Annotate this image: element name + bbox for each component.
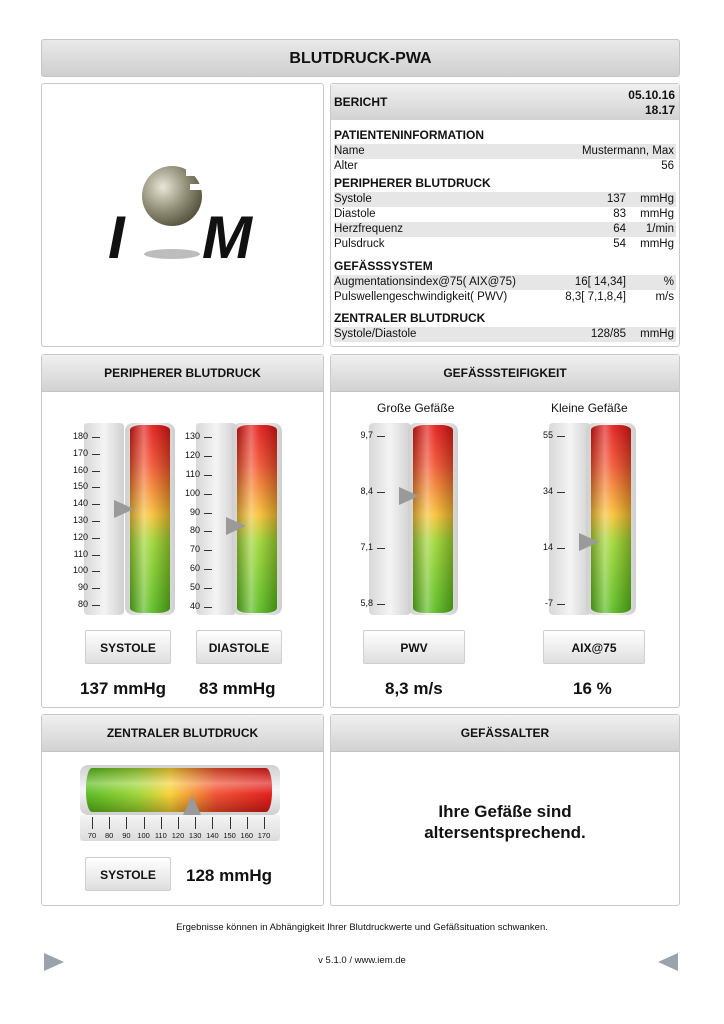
tick-label: 160 [72, 464, 88, 475]
row-value: 54 [613, 238, 626, 250]
tick-mark [92, 504, 100, 505]
tick-label: 140 [206, 831, 219, 840]
row-label: Systole/Diastole [334, 328, 417, 340]
tick-mark [377, 436, 385, 437]
tick-label: 120 [171, 831, 185, 840]
central-header: ZENTRALER BLUTDRUCK [334, 311, 486, 325]
tick-mark [204, 475, 212, 476]
tick-label: 90 [189, 506, 200, 517]
tick-mark [204, 550, 212, 551]
central-reading: 128 mmHg [186, 866, 272, 885]
tick-label: 180 [72, 431, 88, 441]
tick-mark [92, 555, 100, 556]
tick-mark [92, 571, 100, 572]
tick-mark [204, 494, 212, 495]
central-panel-title: ZENTRALER BLUTDRUCK [42, 715, 323, 752]
row-label: Alter [334, 160, 358, 172]
vascular-age-message [331, 801, 679, 843]
tick-mark [92, 437, 100, 438]
tick-mark [92, 487, 100, 488]
tick-mark [204, 588, 212, 589]
tick-label: 80 [105, 831, 114, 840]
tick-label: -7 [544, 598, 553, 608]
stiffness-panel [330, 354, 680, 708]
row-value: 128/85 [590, 328, 626, 340]
tick-mark [92, 817, 93, 829]
tick-mark [377, 492, 385, 493]
central-pointer [183, 795, 201, 815]
peripheral-panel-title: PERIPHERER BLUTDRUCK [42, 355, 323, 392]
tick-label: 130 [72, 515, 88, 525]
tick-label: 90 [77, 582, 88, 593]
tick-mark [204, 513, 212, 514]
row-unit: mmHg [640, 238, 674, 250]
tick-label: 80 [77, 599, 88, 609]
tick-label: 140 [72, 498, 88, 509]
tick-mark [204, 437, 212, 438]
row-label: Pulswellengeschwindigkeit( PWV) [334, 291, 508, 303]
tick-mark [126, 817, 127, 829]
row-label: Systole [334, 193, 372, 205]
tick-label: 110 [185, 468, 200, 479]
tick-label: 50 [189, 582, 200, 593]
title-bar [41, 39, 680, 77]
tick-mark [92, 538, 100, 539]
diastole-pointer [226, 517, 246, 535]
vascular-age-title: GEFÄSSALTER [331, 715, 679, 752]
row-value: 137 [606, 193, 626, 205]
report-date: 05.10.16 [628, 88, 675, 102]
tick-label: 150 [72, 481, 88, 492]
row-unit: mmHg [640, 328, 674, 340]
systole-tube [130, 425, 170, 613]
tick-mark [92, 605, 100, 606]
central-tube [86, 768, 272, 812]
tick-label: 120 [184, 449, 200, 460]
small-vessels-caption: Kleine Gefäße [551, 401, 628, 415]
row-label: Pulsdruck [334, 238, 385, 250]
diastole-button[interactable]: DIASTOLE [196, 630, 282, 664]
vascular-header: GEFÄSSSYSTEM [334, 259, 433, 273]
tick-label: 100 [184, 487, 200, 498]
report-row [334, 275, 676, 290]
tick-label: 130 [188, 831, 202, 840]
aix-pointer [579, 533, 599, 551]
report-row [334, 290, 676, 305]
report-row [334, 207, 676, 222]
tick-mark [557, 548, 565, 549]
tick-label: 40 [189, 601, 200, 611]
tick-mark [247, 817, 248, 829]
central-panel [41, 714, 324, 906]
row-value: 64 [613, 223, 626, 235]
tick-label: 9,7 [360, 430, 373, 440]
report-row-age [334, 159, 676, 174]
systole-scale [84, 423, 124, 615]
report-row [334, 327, 676, 342]
diastole-reading: 83 mmHg [199, 679, 276, 698]
report-header [331, 84, 679, 120]
tick-label: 170 [257, 831, 271, 840]
tick-mark [144, 817, 145, 829]
patient-info-header: PATIENTENINFORMATION [334, 128, 484, 142]
tick-mark [212, 817, 213, 829]
tick-label: 130 [184, 431, 200, 441]
aix-scale [549, 423, 591, 615]
systole-pointer [114, 500, 134, 518]
row-label: Name [334, 145, 365, 157]
tick-label: 100 [137, 831, 150, 840]
pwv-reading: 8,3 m/s [385, 679, 443, 698]
message-line-1: Ihre Gefäße sind [438, 802, 572, 821]
aix-button[interactable]: AIX@75 [543, 630, 645, 664]
tick-mark [109, 817, 110, 829]
iem-logo [106, 154, 266, 284]
tick-label: 150 [223, 831, 236, 840]
large-vessels-caption: Große Gefäße [377, 401, 455, 415]
tick-label: 170 [72, 447, 88, 458]
footer-version: v 5.1.0 / www.iem.de [318, 955, 406, 966]
tick-mark [92, 471, 100, 472]
tick-mark [204, 569, 212, 570]
tick-mark [92, 454, 100, 455]
tick-label: 120 [72, 531, 88, 542]
report-label: BERICHT [334, 95, 388, 109]
tick-mark [195, 817, 196, 829]
report-row-name [334, 144, 676, 159]
report-time: 18.17 [644, 103, 675, 117]
row-label: Herzfrequenz [334, 223, 404, 235]
tick-label: 8,4 [360, 486, 373, 496]
tick-mark [557, 604, 565, 605]
systole-reading: 137 mmHg [80, 679, 166, 698]
report-row [334, 222, 676, 237]
row-value: 8,3[ 7,1,8,4] [565, 291, 626, 303]
stiffness-panel-title: GEFÄSSSTEIFIGKEIT [331, 355, 679, 392]
tick-mark [92, 588, 100, 589]
peripheral-header: PERIPHERER BLUTDRUCK [334, 176, 491, 190]
systole-button[interactable]: SYSTOLE [85, 630, 171, 664]
message-line-2: altersentsprechend. [424, 823, 586, 842]
tick-mark [204, 607, 212, 608]
tick-mark [377, 548, 385, 549]
row-unit: 1/min [645, 223, 674, 235]
report-panel [330, 83, 680, 347]
svg-text:M: M [202, 204, 252, 271]
tick-label: 55 [542, 430, 553, 440]
aix-reading: 16 % [573, 679, 612, 698]
row-value: 56 [661, 160, 674, 172]
logo-panel [41, 83, 324, 347]
central-systole-button[interactable]: SYSTOLE [85, 857, 171, 891]
row-unit: mmHg [640, 193, 674, 205]
tick-mark [204, 531, 212, 532]
next-page-arrow-icon[interactable] [658, 953, 678, 971]
tick-mark [204, 456, 212, 457]
pwv-button[interactable]: PWV [363, 630, 465, 664]
tick-mark [377, 604, 385, 605]
row-unit: m/s [655, 291, 674, 303]
tick-label: 80 [189, 525, 200, 536]
tick-mark [230, 817, 231, 829]
tick-label: 110 [154, 831, 167, 840]
tick-label: 70 [87, 831, 97, 840]
report-row [334, 237, 676, 252]
tick-label: 160 [240, 831, 254, 840]
row-label: Augmentationsindex@75( AIX@75) [334, 276, 516, 288]
vascular-age-panel [330, 714, 680, 906]
prev-page-arrow-icon[interactable] [44, 953, 64, 971]
tick-mark [161, 817, 162, 829]
pwv-pointer [399, 487, 419, 505]
footer-note: Ergebnisse können in Abhängigkeit Ihrer Blutdruckwerte und Gefäßsituation schwanken. [176, 922, 548, 933]
tick-label: 14 [542, 542, 553, 552]
row-label: Diastole [334, 208, 376, 220]
tick-mark [178, 817, 179, 829]
aix-tube [591, 425, 631, 613]
row-unit: mmHg [640, 208, 674, 220]
tick-label: 34 [542, 486, 553, 496]
row-unit: % [663, 276, 674, 288]
tick-label: 60 [189, 563, 200, 574]
tick-mark [557, 436, 565, 437]
row-value: 16[ 14,34] [574, 276, 626, 288]
pwv-scale [369, 423, 411, 615]
svg-text:I: I [108, 204, 125, 271]
tick-label: 7,1 [360, 542, 373, 552]
tick-label: 5,8 [360, 598, 373, 608]
tick-label: 90 [122, 831, 131, 840]
tick-mark [92, 521, 100, 522]
row-value: Mustermann, Max [581, 145, 674, 157]
tick-label: 100 [72, 565, 88, 576]
row-value: 83 [613, 208, 626, 220]
report-row [334, 192, 676, 207]
tick-mark [557, 492, 565, 493]
tick-mark [264, 817, 265, 829]
tick-label: 110 [73, 548, 88, 559]
page-title: BLUTDRUCK-PWA [289, 50, 432, 67]
peripheral-panel [41, 354, 324, 708]
tick-label: 70 [189, 544, 200, 555]
pwv-tube [413, 425, 453, 613]
